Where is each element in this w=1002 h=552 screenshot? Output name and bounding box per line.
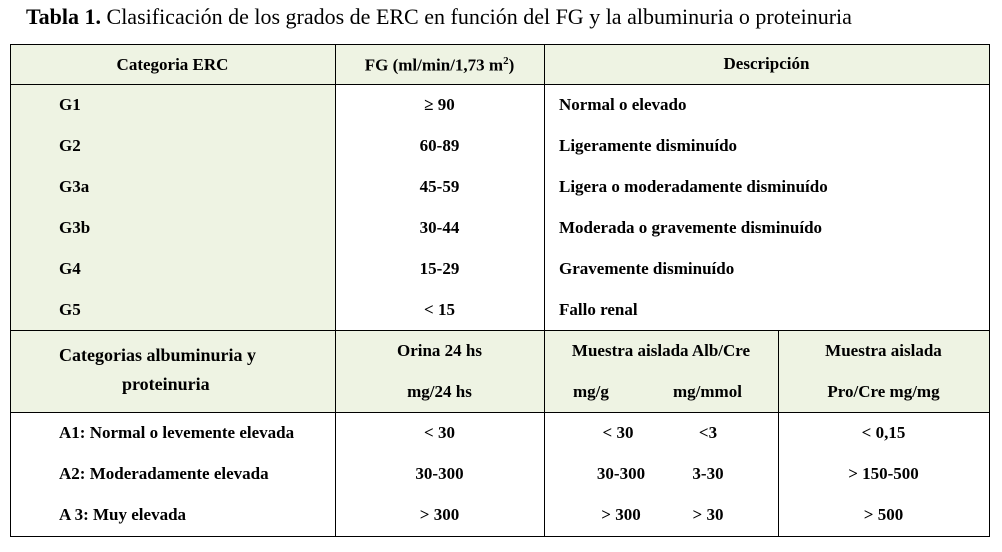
alb-header-alb-unit-mmol: mg/mmol	[673, 382, 742, 401]
border-bottom	[10, 536, 990, 537]
alb-mgg: < 30	[602, 423, 634, 442]
alb-header-cat-line1: Categorias albuminuria y	[59, 345, 257, 365]
alb-header-orina-line1: Orina 24 hs	[396, 341, 483, 360]
grade-cat: G3b	[59, 218, 91, 237]
alb-pro: > 500	[863, 505, 904, 524]
grade-desc: Ligera o moderadamente disminuído	[559, 177, 828, 196]
grade-cat: G4	[59, 259, 81, 278]
alb-mgg: > 300	[601, 505, 641, 524]
alb-cat: A 3: Muy elevada	[59, 505, 187, 524]
caption-label: Tabla 1.	[26, 4, 102, 29]
grade-fg: 45-59	[419, 177, 460, 196]
alb-header-cat-line2: proteinuria	[122, 374, 210, 394]
grade-desc: Fallo renal	[559, 300, 638, 319]
alb-mgg: 30-300	[596, 464, 646, 483]
alb-mmol: > 30	[692, 505, 724, 524]
border-left	[10, 44, 11, 537]
alb-cat: A1: Normal o levemente elevada	[59, 423, 295, 442]
alb-mmol: 3-30	[692, 464, 724, 483]
header-fg-text: FG (ml/min/1,73 m	[364, 55, 504, 75]
grade-column-bg	[10, 84, 335, 330]
grade-desc: Normal o elevado	[559, 95, 687, 114]
grade-fg: 30-44	[419, 218, 460, 237]
border-alb-header-bottom	[10, 412, 990, 413]
grade-cat: G1	[59, 95, 81, 114]
header-categoria: Categoria ERC	[116, 55, 229, 74]
border-right	[989, 44, 990, 537]
grade-fg: < 15	[424, 300, 455, 319]
alb-header-pro-line1: Muestra aislada	[825, 341, 942, 360]
alb-header-orina-line2: mg/24 hs	[407, 382, 472, 401]
grade-fg: ≥ 90	[424, 95, 455, 114]
header-fg-close: )	[508, 55, 515, 75]
grade-fg: 15-29	[419, 259, 460, 278]
alb-orina: > 300	[419, 505, 460, 524]
alb-cat: A2: Moderadamente elevada	[59, 464, 269, 483]
grade-desc: Gravemente disminuído	[559, 259, 735, 278]
grade-cat: G2	[59, 136, 81, 155]
grade-desc: Ligeramente disminuído	[559, 136, 738, 155]
alb-orina: 30-300	[415, 464, 464, 483]
alb-pro: > 150-500	[848, 464, 919, 483]
erc-classification-table	[10, 44, 990, 537]
alb-header-alb-unit-mgg: mg/g	[573, 382, 609, 401]
border-top	[10, 44, 990, 45]
alb-header-alb-line1: Muestra aislada Alb/Cre	[571, 341, 751, 360]
alb-pro: < 0,15	[861, 423, 906, 442]
grade-cat: G5	[59, 300, 81, 319]
border-section-split	[10, 330, 990, 331]
header-fg	[335, 55, 544, 76]
alb-orina: < 30	[424, 423, 455, 442]
grade-cat: G3a	[59, 177, 90, 196]
alb-mmol: <3	[698, 423, 718, 442]
caption-text: Clasificación de los grados de ERC en función del FG y la albuminuria o proteinuria	[106, 4, 852, 29]
grade-desc: Moderada o gravemente disminuído	[559, 218, 823, 237]
table-caption	[26, 4, 852, 30]
header-fg-sup: 2	[503, 55, 509, 67]
border-col2	[544, 44, 545, 537]
grade-fg: 60-89	[419, 136, 460, 155]
border-header-bottom	[10, 84, 990, 85]
header-descripcion: Descripción	[723, 54, 810, 73]
alb-header-pro-line2: Pro/Cre mg/mg	[827, 382, 940, 401]
